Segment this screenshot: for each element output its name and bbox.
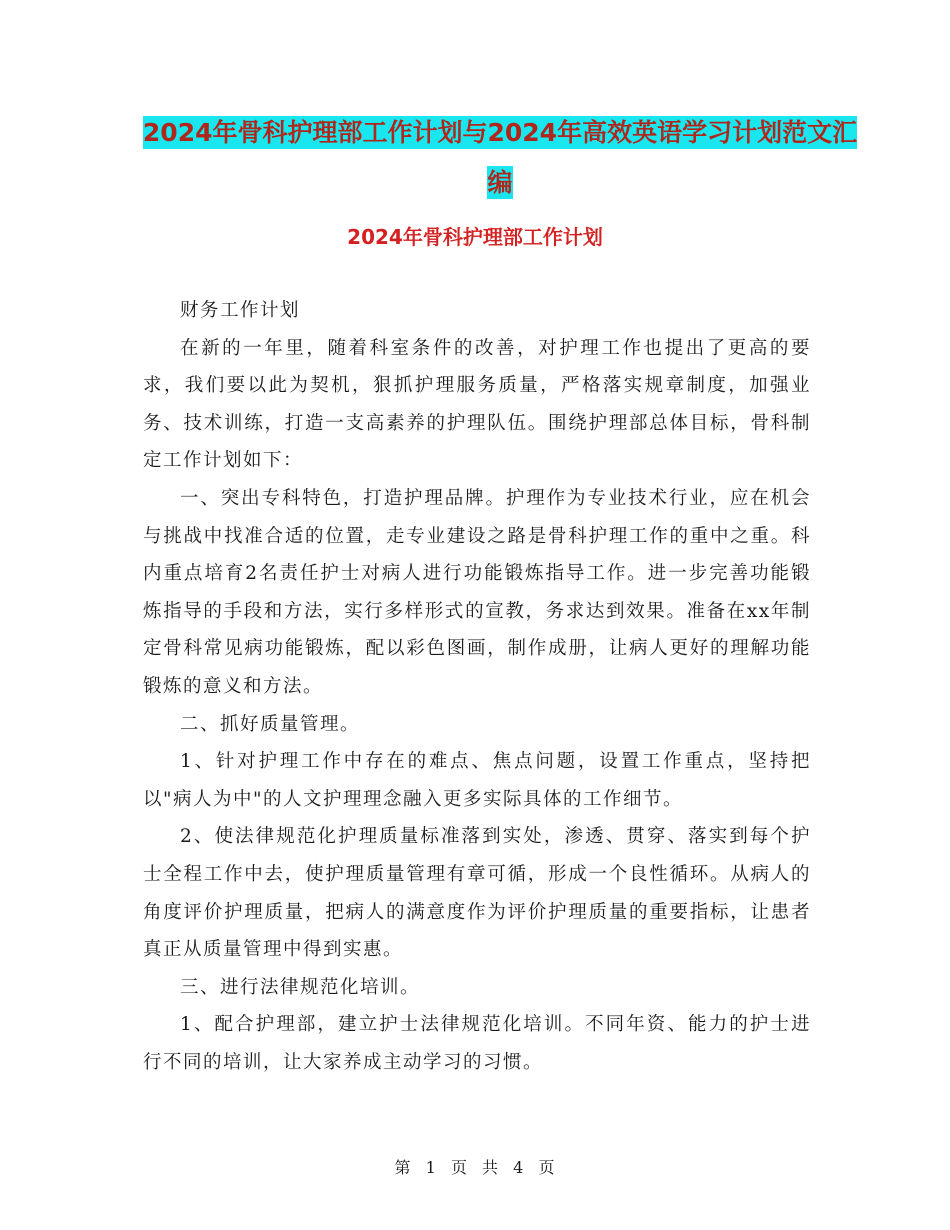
document-body <box>143 292 811 1081</box>
paragraph: 1、配合护理部，建立护士法律规范化培训。不同年资、能力的护士进行不同的培训，让大家养成主动学习的习惯。 <box>143 1014 811 1073</box>
paragraph: 二、抓好质量管理。 <box>180 713 361 735</box>
paragraph: 一、突出专科特色，打造护理品牌。护理作为专业技术行业，应在机会与挑战中找准合适的位置，走专业建设之路是骨科护理工作的重中之重。科内重点培育2名责任护士对病人进行功能锻炼指导工作。进一步完善功能锻炼指导的手段和方法，实行多样形式的宣教，务求达到效果。准备在xx年制定骨科常见病功能锻炼，配以彩色图画，制作成册，让病人更好的理解功能锻炼的意义和方法。 <box>143 487 811 697</box>
paragraph: 1、针对护理工作中存在的难点、焦点问题，设置工作重点，坚持把以"病人为中"的人文护理理念融入更多实际具体的工作细节。 <box>143 751 811 810</box>
footer-total-pages: 4 <box>513 1158 525 1177</box>
document-title <box>140 108 860 208</box>
paragraph: 财务工作计划 <box>180 300 301 321</box>
footer-current-page: 1 <box>425 1158 437 1177</box>
paragraph: 在新的一年里，随着科室条件的改善，对护理工作也提出了更高的要求，我们要以此为契机，狠抓护理服务质量，严格落实规章制度，加强业务、技术训练，打造一支高素养的护理队伍。围绕护理部总体目标，骨科制定工作计划如下： <box>143 337 811 472</box>
page-footer <box>0 1155 950 1178</box>
footer-total-label: 共 <box>482 1158 500 1177</box>
footer-page-label: 第 <box>394 1158 412 1177</box>
footer-total-unit: 页 <box>538 1158 556 1177</box>
document-title-text: 2024年骨科护理部工作计划与2024年高效英语学习计划范文汇编 <box>142 118 858 197</box>
paragraph: 2、使法律规范化护理质量标准落到实处，渗透、贯穿、落实到每个护士全程工作中去，使护理质量管理有章可循，形成一个良性循环。从病人的角度评价护理质量，把病人的满意度作为评价护理质量的重要指标，让患者真正从质量管理中得到实惠。 <box>143 826 811 961</box>
footer-page-unit: 页 <box>450 1158 468 1177</box>
paragraph: 三、进行法律规范化培训。 <box>180 976 421 998</box>
section-title: 2024年骨科护理部工作计划 <box>347 225 603 249</box>
